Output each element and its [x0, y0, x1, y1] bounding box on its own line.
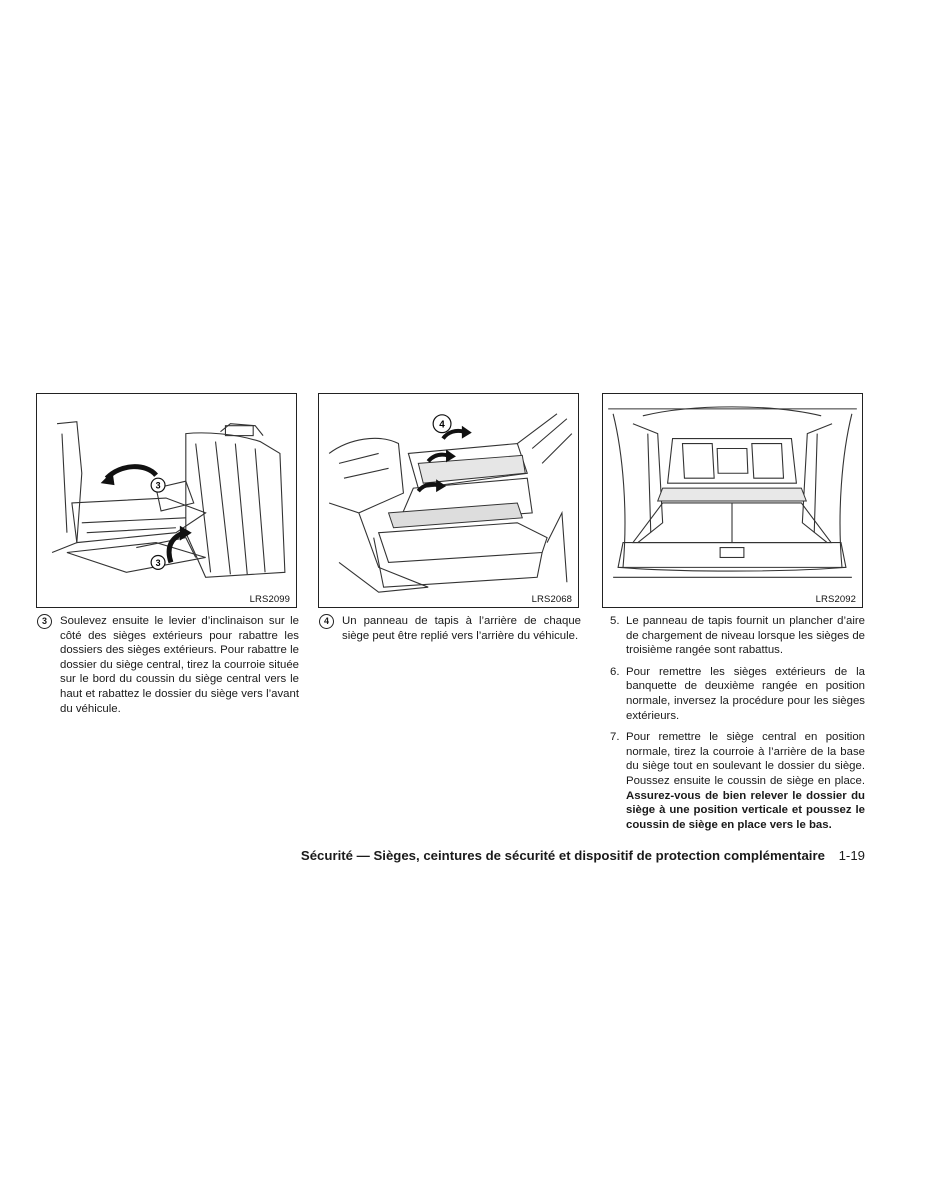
step-text: Soulevez ensuite le levier d’inclinaison sur le côté des sièges extérieurs pour rabattre les dossiers des sièges extérieurs. Pour rabattre le dossier du siège central, tirez la courroie située sur le bord du coussin du siège central vers le haut et rabattez le dossier du siège vers l’avant du véhicule.: [60, 615, 299, 715]
page-footer: [36, 848, 865, 863]
step-text: Le panneau de tapis fournit un plancher d’aire de chargement de niveau lorsque les sièges de troisième rangée sont rabattus.: [626, 615, 865, 657]
step-7: [602, 730, 865, 832]
text-column-middle: [318, 614, 581, 650]
step-warning: Assurez-vous de bien relever le dossier du siège à une position verticale et poussez le coussin de siège en place vers le bas.: [626, 789, 865, 831]
step-marker: 3: [37, 614, 52, 629]
figure-code: LRS2068: [531, 594, 572, 605]
figure-cargo-floor: [602, 393, 863, 608]
step-text: Un panneau de tapis à l’arrière de chaque siège peut être replié vers l’arrière du véhicule.: [342, 615, 581, 642]
svg-text:3: 3: [155, 480, 161, 491]
figure-code: LRS2092: [815, 594, 856, 605]
step-text: Pour remettre le siège central en position normale, tirez la courroie à l’arrière de la base du siège tout en soulevant le dossier du siège. Poussez ensuite le coussin de siège en place.: [626, 731, 865, 787]
svg-text:3: 3: [155, 557, 161, 568]
callout-4-icon: [433, 415, 451, 433]
figure-code: LRS2099: [249, 594, 290, 605]
seat-lever-release-illustration: [37, 394, 296, 607]
figure-seat-lever: [36, 393, 297, 608]
figure-cargo-mat: [318, 393, 579, 608]
step-6: [602, 665, 865, 723]
section-title: Sécurité — Sièges, ceintures de sécurité et dispositif de protection complémentaire: [300, 848, 825, 863]
step-marker: 7.: [610, 731, 620, 744]
step-marker: 6.: [610, 665, 620, 678]
step-marker: 5.: [610, 615, 620, 627]
step-3: [36, 614, 299, 716]
cargo-mat-panel-illustration: [319, 394, 578, 607]
cargo-area-flat-floor-illustration: [603, 394, 862, 607]
text-column-right: [602, 614, 865, 839]
step-5: [602, 614, 865, 658]
page-number: 1-19: [838, 848, 865, 863]
step-text: Pour remettre les sièges extérieurs de la banquette de deuxième rangée en position normale, inversez la procédure pour les sièges extérieurs.: [626, 665, 865, 722]
callout-3-icon: [151, 478, 165, 569]
svg-text:4: 4: [439, 419, 445, 431]
step-marker: 4: [319, 614, 334, 629]
text-column-left: [36, 614, 299, 723]
step-4: [318, 614, 581, 643]
